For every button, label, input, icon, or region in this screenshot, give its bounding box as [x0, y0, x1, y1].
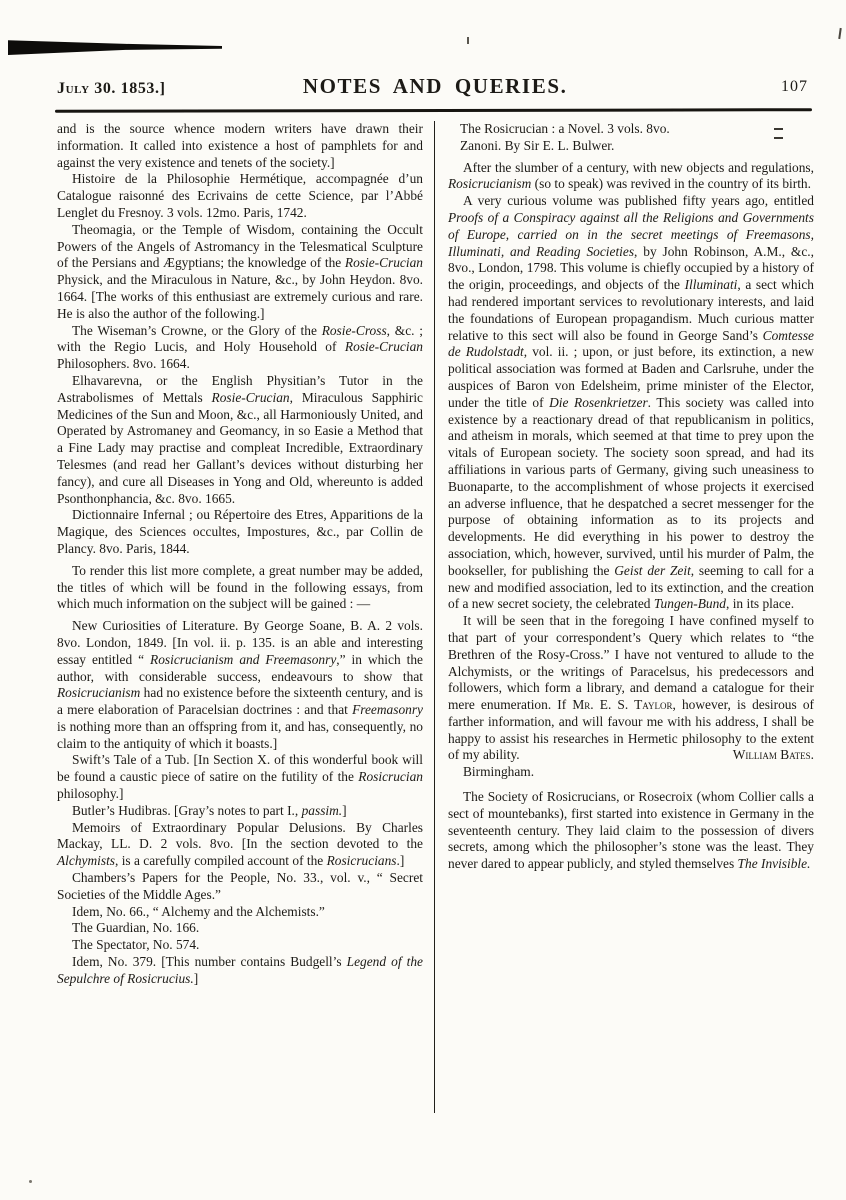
- text-segment: , however, is desirous of farther information, and will favour me with his address, I shall be happy to assist his researches in Hermetic philosophy to the extent of my ability.: [448, 697, 815, 763]
- text-segment: , Miraculous Sapphiric Medicines of the Sun and Moon, &c., all Harmoniously United, and Operated by Astromaney and Geomancy, in so Easie a Method that a Fine Lady may practise and compleat Incredible, Extraordinary Telesmes (and read her Gallant’s devices without disturbing her fancy), and cure all Diseases in Yong and Old, whereunto is added Psonthonphancia, &c. 8vo. 1665.: [57, 389, 423, 506]
- text-segment: Proofs of a Conspiracy against all the Religions and Governments of Europe, carried on in the secret meetings of Freemasons, Illuminati, and Reading Societies: [448, 209, 814, 259]
- text-segment: Butler’s Hudibras. [Gray’s notes to part I.,: [72, 802, 302, 818]
- paragraph: [57, 618, 423, 752]
- text-segment: To render this list more complete, a great number may be added, the titles of which will be found in the following essays, from which much information on the subject will be gained : —: [57, 562, 423, 612]
- text-segment: Theomagia, or the Temple of Wisdom, containing the Occult Powers of the Angels of Astromancy in the Telesmatical Sculpture of the Persians and Ægyptians; the knowledge of the: [57, 221, 423, 271]
- paragraph: [57, 920, 423, 937]
- paragraph: [57, 563, 423, 613]
- text-segment: passim.: [301, 802, 343, 818]
- ink-speck: [29, 1180, 32, 1183]
- text-segment: , is a carefully compiled account of the: [115, 853, 327, 869]
- text-segment: . This society was called into existence by a reactionary dread of that republicanism in politics, and atheism in morals, which seemed at that time to prey upon the vitals of European society. The society soon spread, and had its affiliations in various parts of Germany, giving such uneasiness to Buonaparte, to the accomplishment of whose projects it exercised an adverse influence, that he despatched a secret messenger for the purpose of obtaining information as to its projects and developments. He did everything in his power to destroy the association, which, however, survived, until his murder of Palm, the bookseller, for publishing the: [448, 394, 815, 578]
- paragraph: [448, 138, 814, 155]
- paragraph: [57, 507, 423, 557]
- text-segment: Die Rosenkrietzer: [549, 394, 648, 410]
- paragraph: [448, 121, 814, 138]
- issue-date: July 30. 1853.]: [57, 80, 166, 97]
- paragraph: [448, 160, 814, 194]
- page-number: 107: [781, 78, 808, 95]
- page-header: [57, 74, 808, 102]
- page-title: NOTES AND QUERIES.: [302, 74, 568, 98]
- text-segment: Rosicrucianism: [448, 176, 532, 192]
- text-segment: Legend of the Sepulchre of Rosicrucius.: [57, 954, 423, 986]
- text-segment: Rosicrucianism: [57, 685, 141, 701]
- text-segment: Memoirs of Extraordinary Popular Delusions. By Charles Mackay, LL. D. 2 vols. 8vo. [In the section devoted to the: [57, 819, 423, 852]
- text-segment: The Society of Rosicrucians, or Rosecroix (whom Collier calls a sect of mountebanks), first started into existence in Germany in the seventeenth century. They laid claim to the possession of divers secrets, among which the philosopher’s stone was the least. They never dared to appear publicly, and styled themselves: [448, 789, 814, 872]
- text-segment: Rosie-Crucian: [344, 255, 423, 271]
- text-segment: The Invisible.: [737, 856, 811, 872]
- text-segment: Idem, No. 379. [This number contains Budgell’s: [72, 954, 347, 970]
- text-columns: [57, 121, 814, 1113]
- paragraph: [57, 752, 423, 802]
- text-segment: Dictionnaire Infernal ; ou Répertoire des Etres, Apparitions de la Magique, des Sciences occultes, Impostures, &c., par Collin de Plancy. 8vo. Paris, 1844.: [57, 507, 423, 556]
- text-segment: Mr. E. S. Taylor: [572, 697, 673, 713]
- ink-speck: [467, 37, 469, 44]
- text-segment: Rosicrucian: [358, 769, 423, 785]
- text-segment: philosophy.]: [57, 786, 124, 802]
- paragraph: [57, 803, 423, 820]
- paragraph: [57, 937, 423, 954]
- paragraph: [448, 764, 814, 781]
- text-segment: (so to speak) was revived in the country of its birth.: [531, 176, 811, 192]
- text-segment: A very curious volume was published fifty years ago, entitled: [463, 193, 814, 209]
- paragraph: [448, 193, 814, 613]
- paragraph: [57, 820, 423, 870]
- text-segment: The Wiseman’s Crowne, or the Glory of the: [72, 322, 322, 338]
- text-segment: Alchymists: [57, 853, 116, 869]
- paragraph: [448, 789, 814, 873]
- text-segment: , seeming to call for a new and modified association, led to its extinction, and the creation of a new secret society, the celebrated: [448, 562, 815, 612]
- paragraph: [57, 121, 423, 171]
- text-segment: Idem, No. 66., “ Alchemy and the Alchemists.”: [72, 903, 325, 919]
- paragraph: [57, 171, 423, 221]
- text-segment: Chambers’s Papers for the People, No. 33., vol. v., “ Secret Societies of the Middle Ages.”: [57, 870, 423, 902]
- text-segment: Rosicrucianism and Freemasonry: [150, 651, 337, 667]
- text-segment: Rosicrucians: [326, 853, 397, 869]
- text-segment: ]: [342, 802, 347, 818]
- text-segment: , vol. ii. ; upon, or just before, its extinction, a new political association was formed at Baden and Carlsruhe, under the auspices of Baron von Edelsheim, prime minister of the Elector, under the title of: [448, 344, 815, 410]
- column-divider: [434, 121, 435, 1113]
- right-column: [448, 121, 814, 873]
- ink-smear-artifact: [8, 40, 222, 55]
- paragraph: [57, 904, 423, 921]
- text-segment: Philosophers. 8vo. 1664.: [57, 356, 190, 372]
- text-segment: Swift’s Tale of a Tub. [In Section X. of this wonderful book will be found a caustic piece of satire on the futility of the: [57, 752, 423, 785]
- text-segment: Geist der Zeit: [614, 562, 691, 578]
- text-segment: , by John Robinson, A.M., &c., 8vo., London, 1798. This volume is chiefly occupied by a history of the origin, proceedings, and objects of the: [448, 243, 814, 293]
- paragraph: [57, 954, 423, 988]
- text-segment: .]: [396, 853, 405, 869]
- text-segment: Rosie-Cross: [321, 322, 387, 338]
- text-segment: Comtesse de Rudolstadt: [448, 327, 814, 360]
- text-segment: is nothing more than an offspring from it, and has, consequently, no claim to the antiquity of which it boasts.]: [57, 718, 423, 751]
- text-segment: Rosie-Crucian: [211, 389, 290, 405]
- text-segment: , in its place.: [726, 596, 795, 612]
- text-segment: Tungen-Bund: [653, 596, 727, 612]
- header-rule: [55, 108, 812, 113]
- text-segment: Histoire de la Philosophie Hermétique, accompagnée d’un Catalogue raisonné des Ecrivains de cette Science, par l’Abbé Lenglet du Fresnoy. 3 vols. 12mo. Paris, 1742.: [57, 171, 423, 220]
- text-segment: New Curiosities of Literature. By George Soane, B. A. 2 vols. 8vo. London, 1849. [In vol. ii. p. 135. is an able and interesting essay entitled “: [57, 618, 423, 667]
- text-segment: Illuminati: [684, 277, 738, 293]
- paragraph: [448, 613, 814, 764]
- text-segment: had no existence before the sixteenth century, and is a mere elaboration of Paracelsian doctrines : and that: [57, 685, 423, 718]
- text-segment: and is the source whence modern writers have drawn their information. It called into existence a host of pamphlets for and against the very existence and tenets of the society.]: [57, 121, 423, 170]
- text-segment: Elhavarevna, or the English Physitian’s Tutor in the Astrabolismes of Mettals: [57, 372, 423, 405]
- text-segment: The Rosicrucian : a Novel. 3 vols. 8vo.: [460, 121, 670, 136]
- text-segment: ]: [193, 970, 199, 986]
- text-segment: Birmingham.: [463, 764, 535, 780]
- text-segment: The Guardian, No. 166.: [72, 920, 200, 936]
- text-segment: ,” in which the author, with considerable success, endeavours to show that: [57, 651, 423, 684]
- text-segment: Rosie-Crucian: [344, 339, 423, 355]
- text-segment: After the slumber of a century, with new objects and regulations,: [463, 159, 814, 175]
- text-segment: Zanoni. By Sir E. L. Bulwer.: [460, 137, 615, 153]
- text-segment: , a sect which had rendered important services to revolutionary interests, and laid the foundations of European propagandism. Much curious matter relative to this sect will also be found in George Sand’s: [448, 277, 814, 343]
- paragraph: [57, 373, 423, 507]
- paragraph: [57, 323, 423, 373]
- paragraph: [57, 870, 423, 904]
- text-segment: Freemasonry: [352, 702, 423, 718]
- text-segment: It will be seen that in the foregoing I have confined myself to that part of your correspondent’s Query which relates to “the Brethren of the Rosy-Cross.” I have not ventured to allude to the Alchymists, or the writings of Paracelsus, his predecessors and followers, which form a library, and demand a catalogue for their mere enumeration. If: [448, 613, 814, 713]
- paragraph: [57, 222, 423, 323]
- left-column: [57, 121, 423, 988]
- ink-speck: [838, 28, 842, 39]
- text-segment: Physick, and the Miraculous in Nature, &c., by John Heydon. 8vo. 1664. [The works of this enthusiast are extremely curious and rare. He is also the author of the following.]: [57, 272, 423, 321]
- text-segment: The Spectator, No. 574.: [72, 937, 200, 953]
- signature: William Bates.: [732, 747, 814, 763]
- text-segment: , &c. ; with the Regio Lucis, and Holy Household of: [57, 322, 423, 355]
